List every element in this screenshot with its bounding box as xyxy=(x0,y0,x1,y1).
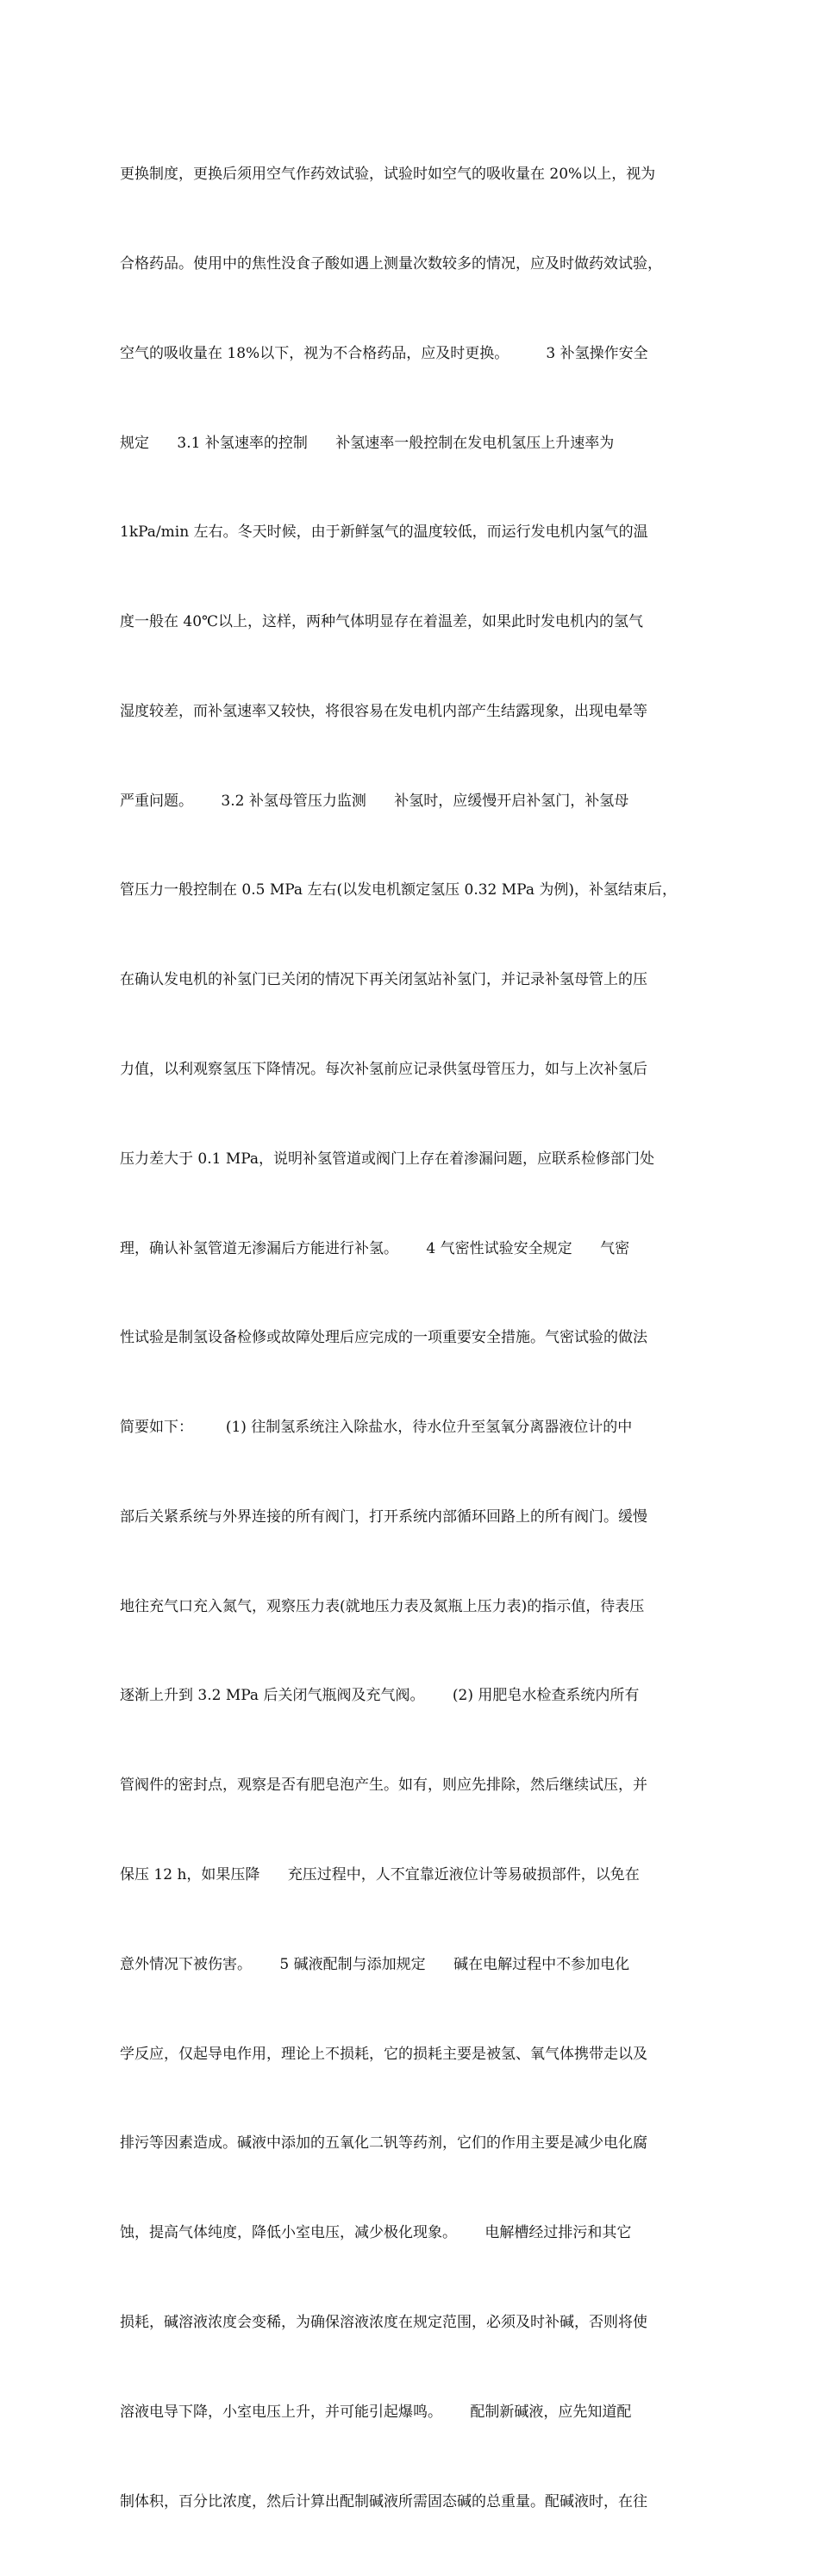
text-line: 规定 3.1 补氢速率的控制 补氢速率一般控制在发电机氢压上升速率为 xyxy=(120,434,615,452)
text-line: 损耗，碱溶液浓度会变稀，为确保溶液浓度在规定范围，必须及时补碱，否则将使 xyxy=(120,2313,647,2331)
text-line: 逐渐上升到 3.2 MPa 后关闭气瓶阀及充气阀。 (2) 用肥皂水检查系统内所有 xyxy=(120,1687,640,1705)
text-line: 管压力一般控制在 0.5 MPa 左右(以发电机额定氢压 0.32 MPa 为例)，补氢结束后， xyxy=(120,881,678,899)
text-line: 度一般在 40℃以上，这样，两种气体明显存在着温差，如果此时发电机内的氢气 xyxy=(120,613,644,631)
text-line: 空气的吸收量在 18%以下，视为不合格药品，应及时更换。 3 补氢操作安全 xyxy=(120,344,648,362)
text-line: 管阀件的密封点，观察是否有肥皂泡产生。如有，则应先排除，然后继续试压，并 xyxy=(120,1777,647,1795)
body-text xyxy=(120,100,723,2576)
text-line: 湿度较差，而补氢速率又较快，将很容易在发电机内部产生结露现象，出现电晕等 xyxy=(120,702,647,720)
text-line: 排污等因素造成。碱液中添加的五氧化二钒等药剂，它们的作用主要是减少电化腐 xyxy=(120,2134,647,2153)
text-line: 制体积，百分比浓度，然后计算出配制碱液所需固态碱的总重量。配碱液时，在往 xyxy=(120,2492,647,2510)
text-line: 地往充气口充入氮气，观察压力表(就地压力表及氮瓶上压力表)的指示值，待表压 xyxy=(120,1597,645,1615)
text-line: 压力差大于 0.1 MPa，说明补氢管道或阀门上存在着渗漏问题，应联系检修部门处 xyxy=(120,1150,655,1168)
text-line: 理，确认补氢管道无渗漏后方能进行补氢。 4 气密性试验安全规定 气密 xyxy=(120,1239,630,1257)
text-line: 意外情况下被伤害。 5 碱液配制与添加规定 碱在电解过程中不参加电化 xyxy=(120,1955,630,1973)
text-line: 简要如下： (1) 往制氢系统注入除盐水，待水位升至氢氧分离器液位计的中 xyxy=(120,1419,633,1437)
text-line: 部后关紧系统与外界连接的所有阀门，打开系统内部循环回路上的所有阀门。缓慢 xyxy=(120,1507,647,1526)
text-line: 合格药品。使用中的焦性没食子酸如遇上测量次数较多的情况，应及时做药效试验， xyxy=(120,254,662,273)
text-line: 学反应，仅起导电作用，理论上不损耗，它的损耗主要是被氢、氧气体携带走以及 xyxy=(120,2045,647,2063)
text-line: 蚀，提高气体纯度，降低小室电压，减少极化现象。 电解槽经过排污和其它 xyxy=(120,2224,632,2242)
text-line: 1kPa/min 左右。冬天时候，由于新鲜氢气的温度较低，而运行发电机内氢气的温 xyxy=(120,523,648,542)
text-line: 在确认发电机的补氢门已关闭的情况下再关闭氢站补氢门，并记录补氢母管上的压 xyxy=(120,971,647,989)
text-line: 力值，以利观察氢压下降情况。每次补氢前应记录供氢母管压力，如与上次补氢后 xyxy=(120,1061,647,1078)
text-line: 溶液电导下降，小室电压上升，并可能引起爆鸣。 配制新碱液，应先知道配 xyxy=(120,2403,632,2421)
text-line: 严重问题。 3.2 补氢母管压力监测 补氢时，应缓慢开启补氢门，补氢母 xyxy=(120,792,629,810)
text-line: 性试验是制氢设备检修或故障处理后应完成的一项重要安全措施。气密试验的做法 xyxy=(120,1329,647,1347)
text-line: 保压 12 h，如果压降 充压过程中，人不宜靠近液位计等易破损部件，以免在 xyxy=(120,1866,640,1884)
text-line: 更换制度，更换后须用空气作药效试验，试验时如空气的吸收量在 20%以上，视为 xyxy=(120,166,656,184)
